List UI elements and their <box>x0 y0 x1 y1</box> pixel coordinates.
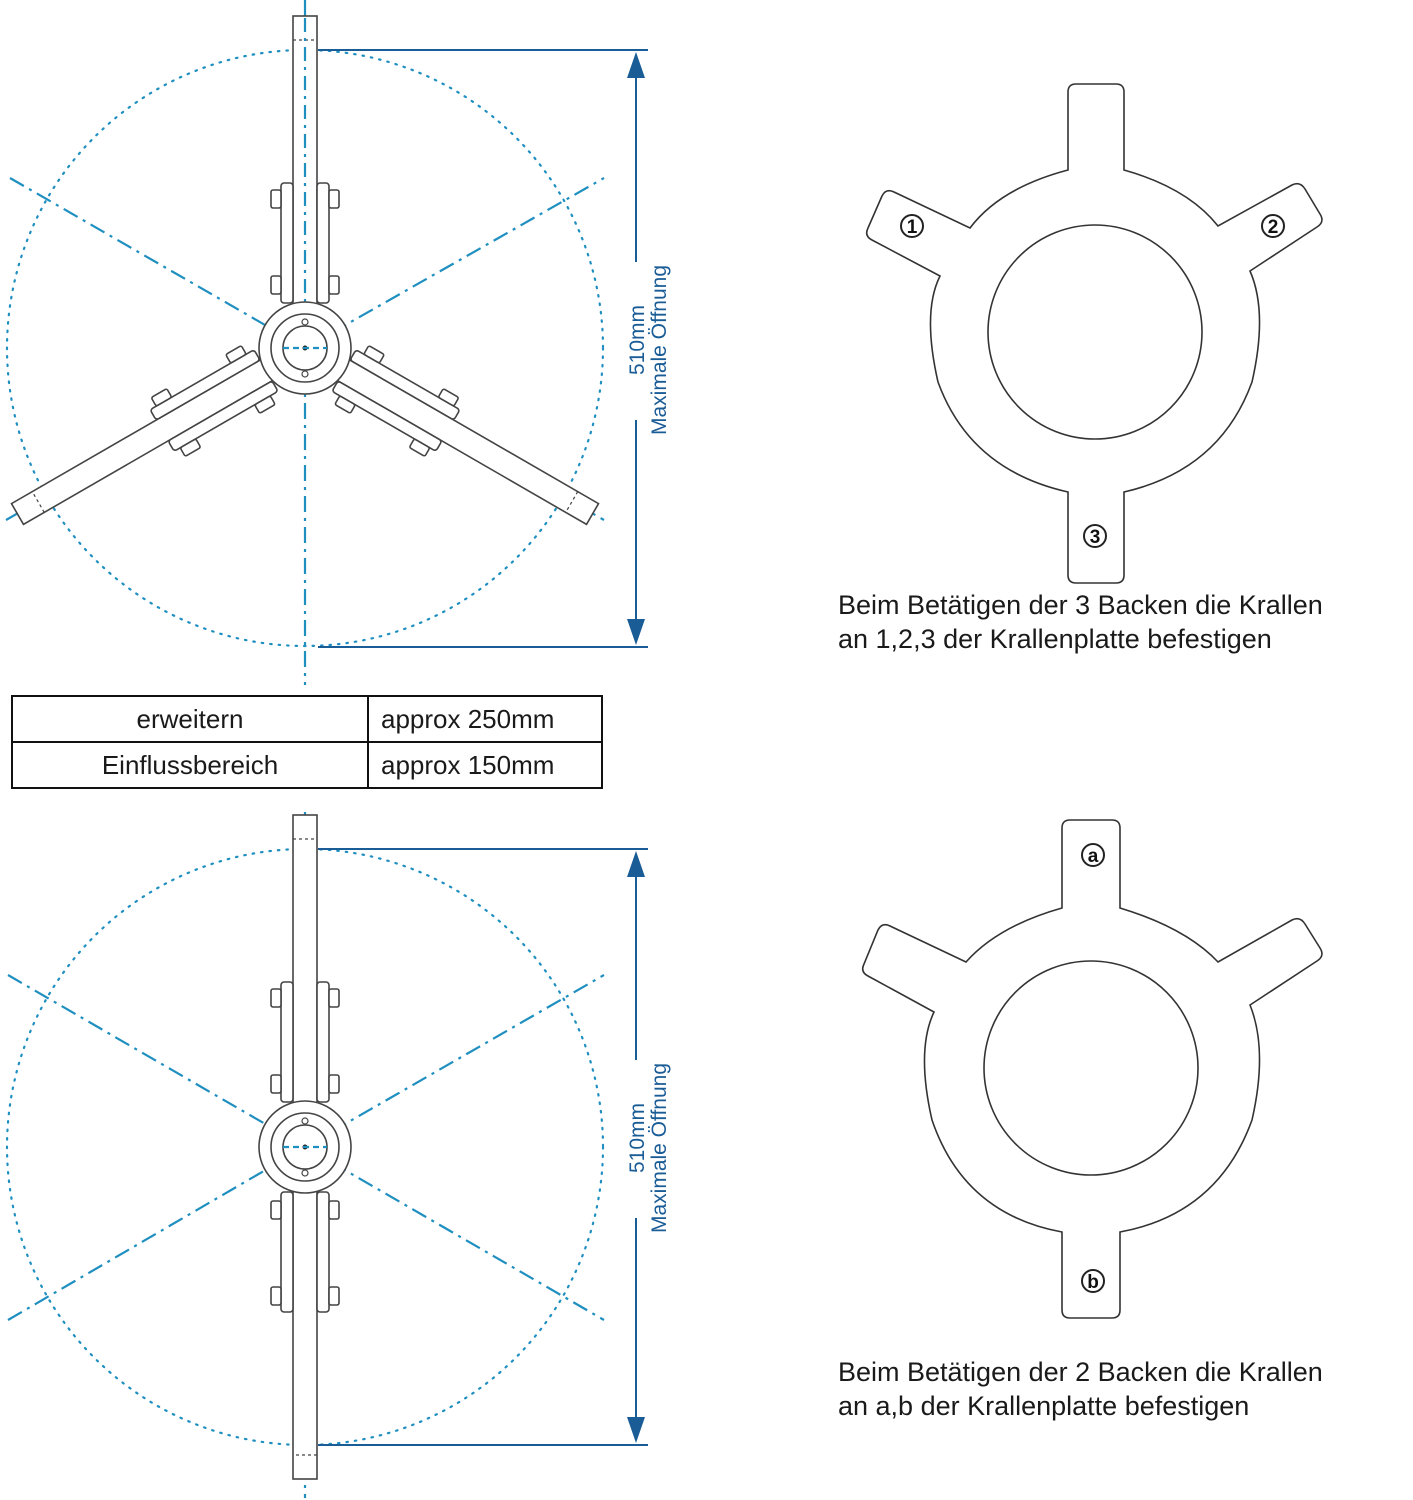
spec-value: approx 250mm <box>368 696 602 742</box>
mark-3 <box>1084 525 1106 548</box>
spec-value: approx 150mm <box>368 742 602 788</box>
table-row <box>12 696 602 742</box>
three-jaw-puller-drawing <box>0 0 671 685</box>
arm-bottom <box>271 1189 339 1479</box>
center-hub <box>259 302 351 394</box>
two-jaw-puller-drawing <box>7 812 671 1498</box>
caption-three-jaw <box>838 588 1323 656</box>
spec-table <box>11 695 603 789</box>
table-row <box>12 742 602 788</box>
mark-1 <box>901 215 923 238</box>
mark-2 <box>1262 215 1284 238</box>
dimension-label: 510mm <box>626 304 649 376</box>
spec-label: erweitern <box>12 696 368 742</box>
caption-line: Beim Betätigen der 3 Backen die Krallen <box>838 590 1323 620</box>
svg-text:2: 2 <box>1267 217 1279 238</box>
svg-text:a: a <box>1087 846 1099 867</box>
dimension-caption: Maximale Öffnung <box>648 264 671 436</box>
claw-plate-three <box>867 84 1322 583</box>
caption-line: an 1,2,3 der Krallenplatte befestigen <box>838 624 1272 654</box>
caption-two-jaw <box>838 1355 1323 1423</box>
dimension-bottom <box>318 849 671 1445</box>
caption-line: an a,b der Krallenplatte befestigen <box>838 1391 1250 1421</box>
claw-plate-two <box>863 820 1322 1318</box>
svg-text:b: b <box>1087 1272 1099 1293</box>
caption-line: Beim Betätigen der 2 Backen die Krallen <box>838 1357 1323 1387</box>
arm-top <box>271 16 339 306</box>
mark-b <box>1082 1270 1104 1293</box>
dimension-label: 510mm <box>626 1102 649 1174</box>
center-hub <box>259 1101 351 1193</box>
dimension-caption: Maximale Öffnung <box>648 1062 671 1234</box>
spec-label: Einflussbereich <box>12 742 368 788</box>
arm-top <box>271 815 339 1105</box>
arm-right <box>324 340 609 544</box>
svg-text:1: 1 <box>906 217 918 238</box>
mark-a <box>1082 844 1104 867</box>
arm-left <box>0 340 285 544</box>
svg-text:3: 3 <box>1089 527 1101 548</box>
